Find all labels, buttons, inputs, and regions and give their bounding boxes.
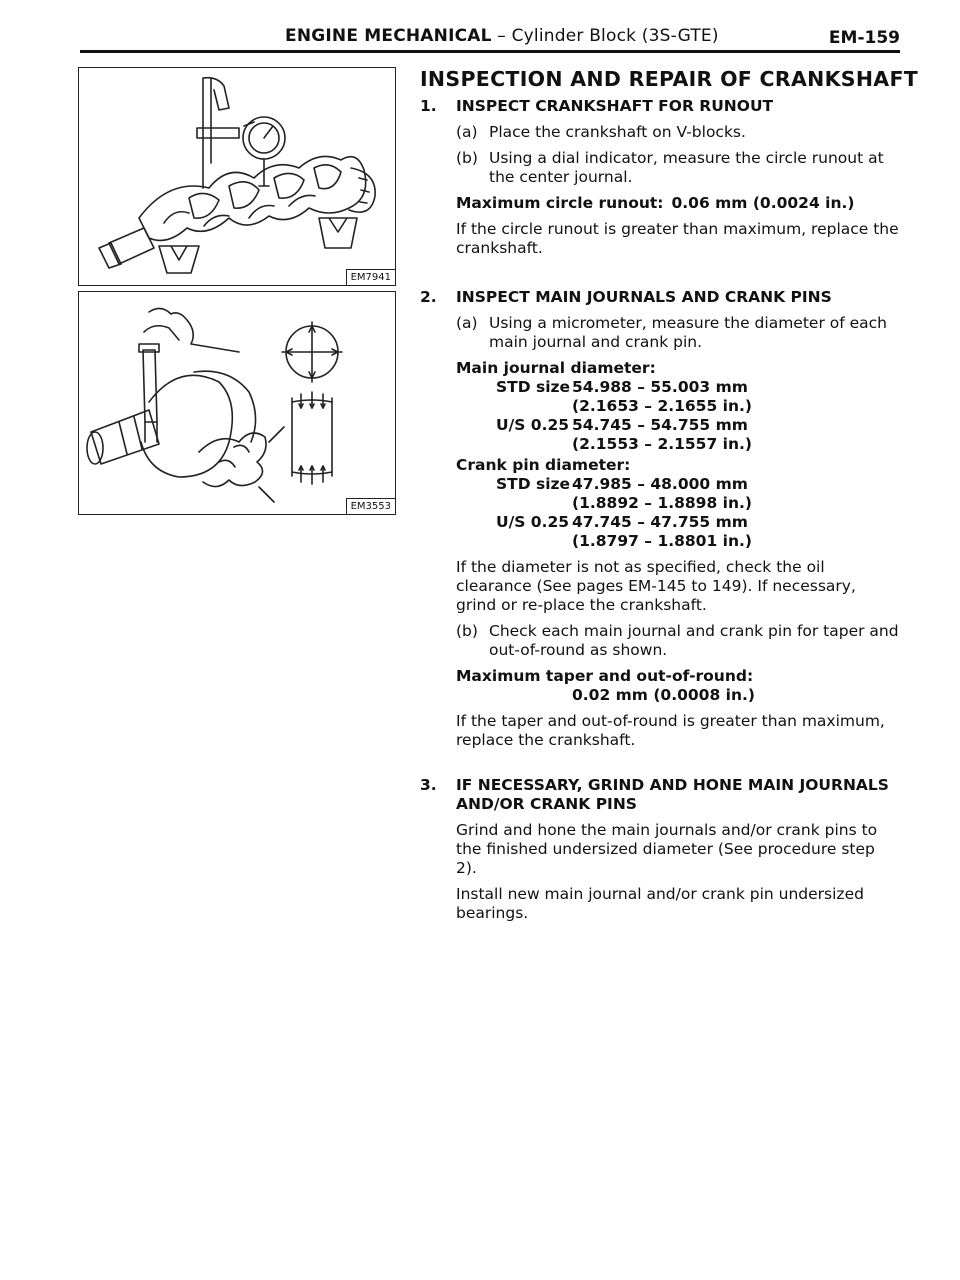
header-title-bold: ENGINE MECHANICAL (285, 26, 492, 46)
size-inch: (1.8797 – 1.8801 in.) (572, 532, 752, 550)
size-value: 54.988 – 55.003 mm (572, 378, 748, 396)
spec-label: Crank pin diameter: (456, 456, 631, 474)
spec-crank-pin (456, 456, 900, 551)
step-heading: INSPECT MAIN JOURNALS AND CRANK PINS (456, 288, 832, 306)
step-3 (420, 776, 900, 923)
spec-circle-runout (456, 194, 900, 213)
section-title: INSPECTION AND REPAIR OF CRANKSHAFT (420, 67, 919, 91)
substep-text: Using a micrometer, measure the diameter of each main journal and crank pin. (489, 314, 887, 351)
spec-value: 0.02 mm (0.0008 in.) (572, 686, 755, 704)
substep-label: (a) (456, 123, 478, 141)
substep-label: (b) (456, 149, 478, 167)
substep-a (456, 314, 900, 352)
substep-a (456, 123, 900, 142)
spec-label: Main journal diameter: (456, 359, 656, 377)
step-1 (420, 97, 900, 258)
size-label: STD size (496, 378, 571, 396)
instruction-text: Install new main journal and/or crank pin undersized bearings. (456, 885, 864, 922)
figure-crankshaft-runout (78, 67, 396, 286)
step-heading: INSPECT CRANKSHAFT FOR RUNOUT (456, 97, 774, 115)
figure-micrometer-journal (78, 291, 396, 515)
crankshaft-runout-illustration (79, 68, 395, 285)
main-content (420, 67, 919, 930)
substep-text: Check each main journal and crank pin for taper and out-of-round as shown. (489, 622, 899, 659)
spec-main-journal (456, 359, 900, 454)
header-title (285, 26, 719, 46)
spec-row (456, 475, 900, 494)
substep-b (456, 149, 900, 187)
step-2 (420, 288, 900, 750)
step-heading: IF NECESSARY, GRIND AND HONE MAIN JOURNALS AND/OR CRANK PINS (456, 776, 889, 813)
page-header (80, 22, 900, 56)
note-text: If the circle runout is greater than maximum, replace the crankshaft. (456, 220, 899, 257)
substep-label: (a) (456, 314, 478, 332)
figure-code: EM7941 (346, 269, 395, 285)
size-inch: (2.1553 – 2.1557 in.) (572, 435, 752, 453)
header-rule (80, 50, 900, 53)
spec-row (456, 513, 900, 532)
instruction-text: Grind and hone the main journals and/or crank pins to the finished undersized diameter (See procedure step 2). (456, 821, 878, 877)
step-number: 1. (420, 97, 437, 115)
substep-b (456, 622, 900, 660)
header-title-rest: – Cylinder Block (3S-GTE) (491, 26, 719, 46)
size-label: U/S 0.25 (496, 513, 570, 531)
size-label: STD size (496, 475, 571, 493)
micrometer-journal-illustration (79, 292, 395, 514)
spec-label: Maximum circle runout: (456, 194, 664, 212)
substep-label: (b) (456, 622, 478, 640)
size-value: 47.985 – 48.000 mm (572, 475, 748, 493)
size-inch: (2.1653 – 2.1655 in.) (572, 397, 752, 415)
step-number: 3. (420, 776, 437, 794)
size-value: 54.745 – 54.755 mm (572, 416, 748, 434)
spec-label: Maximum taper and out-of-round: (456, 667, 754, 685)
spec-row (456, 378, 900, 397)
note-text: If the taper and out-of-round is greater than maximum, replace the crankshaft. (456, 712, 885, 749)
size-inch: (1.8892 – 1.8898 in.) (572, 494, 752, 512)
spec-row (456, 416, 900, 435)
figure-code: EM3553 (346, 498, 395, 514)
substep-text: Place the crankshaft on V-blocks. (489, 123, 746, 141)
size-value: 47.745 – 47.755 mm (572, 513, 748, 531)
spec-taper (456, 667, 900, 705)
step-number: 2. (420, 288, 437, 306)
substep-text: Using a dial indicator, measure the circle runout at the center journal. (489, 149, 884, 186)
note-text: If the diameter is not as specified, check the oil clearance (See pages EM-145 to 149). If necessary, grind or re-place the crankshaft. (456, 558, 856, 614)
page-number: EM-159 (828, 28, 900, 48)
spec-value: 0.06 mm (0.0024 in.) (671, 194, 855, 212)
size-label: U/S 0.25 (496, 416, 570, 434)
